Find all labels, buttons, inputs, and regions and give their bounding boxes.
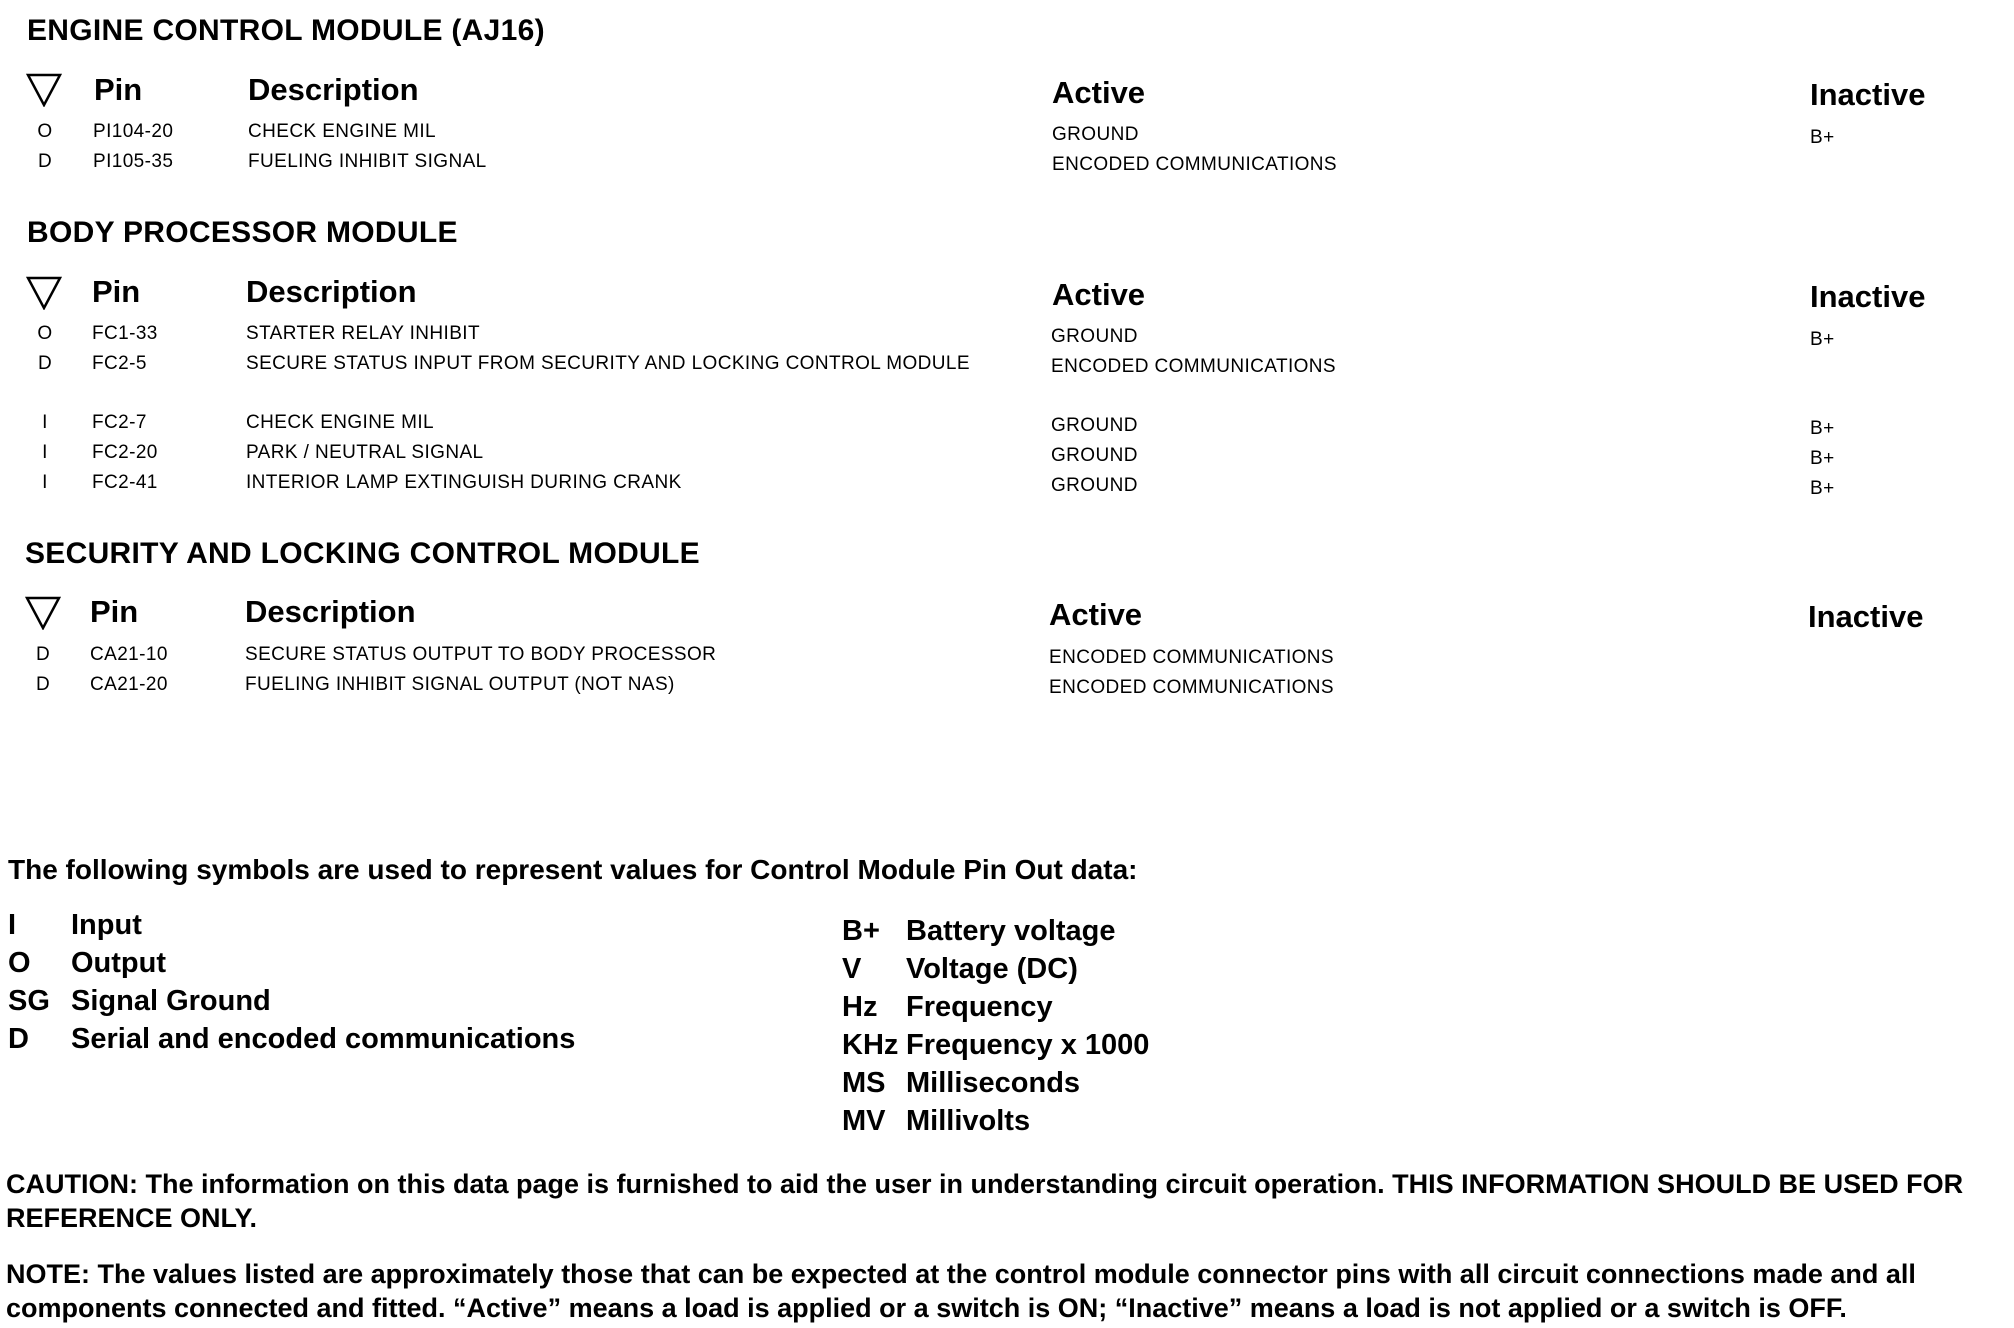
legend-key: D [8, 1023, 29, 1055]
io-type: O [37, 121, 53, 142]
io-type: D [35, 644, 51, 665]
inactive-value: B+ [1810, 478, 1835, 499]
active-value: ENCODED COMMUNICATIONS [1049, 677, 1335, 698]
legend-key: Hz [842, 991, 878, 1023]
pin-id: PI105-35 [93, 151, 174, 172]
pin-id: FC2-7 [92, 412, 147, 433]
direction-triangle-icon [26, 276, 62, 310]
active-value: ENCODED COMMUNICATIONS [1049, 647, 1335, 668]
active-value: GROUND [1051, 445, 1138, 466]
legend-key: MV [842, 1105, 886, 1137]
io-type: O [37, 323, 53, 344]
pin-id: PI104-20 [93, 121, 174, 142]
legend-value: Signal Ground [71, 985, 271, 1017]
pin-description: SECURE STATUS INPUT FROM SECURITY AND LOCKING CONTROL MODULE [246, 353, 970, 374]
inactive-value: B+ [1810, 329, 1835, 350]
pin-id: FC2-41 [92, 472, 158, 493]
active-value: ENCODED COMMUNICATIONS [1052, 154, 1338, 175]
pin-column-header: Pin [92, 274, 141, 309]
legend-key: MS [842, 1067, 886, 1099]
pin-description: FUELING INHIBIT SIGNAL OUTPUT (NOT NAS) [245, 674, 675, 695]
inactive-column-header: Inactive [1810, 77, 1926, 112]
pin-description: FUELING INHIBIT SIGNAL [248, 151, 487, 172]
pin-description: STARTER RELAY INHIBIT [246, 323, 480, 344]
note-text: NOTE: The values listed are approximately those that can be expected at the control module connector pins with all circuit connections made and all components connected and fitted. “Active” means a load is applied or a switch is ON; “Inactive” means a load is not applied or a switch is OFF. [6, 1259, 1916, 1323]
io-type: I [42, 442, 48, 463]
pin-id: CA21-10 [90, 644, 168, 665]
pin-description: CHECK ENGINE MIL [246, 412, 434, 433]
pin-column-header: Pin [90, 594, 139, 629]
description-column-header: Description [246, 274, 417, 309]
pin-id: FC2-5 [92, 353, 147, 374]
active-column-header: Active [1052, 75, 1146, 110]
inactive-value: B+ [1810, 418, 1835, 439]
pin-description: INTERIOR LAMP EXTINGUISH DURING CRANK [246, 472, 682, 493]
io-type: I [42, 472, 48, 493]
legend-value: Frequency x 1000 [906, 1029, 1150, 1061]
pin-description: CHECK ENGINE MIL [248, 121, 436, 142]
caution-text: CAUTION: The information on this data page is furnished to aid the user in understanding circuit operation. THIS INFORMATION SHOULD BE USED FOR REFERENCE ONLY. [6, 1169, 1964, 1233]
io-type: I [42, 412, 48, 433]
inactive-value: B+ [1810, 448, 1835, 469]
legend-key: O [8, 947, 31, 979]
io-type: D [35, 674, 51, 695]
active-value: GROUND [1052, 124, 1139, 145]
module-title: SECURITY AND LOCKING CONTROL MODULE [25, 537, 700, 570]
direction-triangle-icon [25, 596, 61, 630]
active-column-header: Active [1049, 597, 1143, 632]
inactive-column-header: Inactive [1808, 599, 1924, 634]
legend-value: Input [71, 909, 142, 941]
inactive-column-header: Inactive [1810, 279, 1926, 314]
active-column-header: Active [1052, 277, 1146, 312]
legend-key: V [842, 953, 862, 985]
io-type: D [37, 353, 53, 374]
legend-value: Voltage (DC) [906, 953, 1078, 985]
pin-description: PARK / NEUTRAL SIGNAL [246, 442, 484, 463]
legend-value: Serial and encoded communications [71, 1023, 576, 1055]
inactive-value: B+ [1810, 127, 1835, 148]
legend-key: B+ [842, 915, 880, 947]
legend-intro: The following symbols are used to represent values for Control Module Pin Out data: [8, 854, 1138, 885]
legend-value: Battery voltage [906, 915, 1116, 947]
active-value: ENCODED COMMUNICATIONS [1051, 356, 1337, 377]
pin-id: CA21-20 [90, 674, 168, 695]
module-title: BODY PROCESSOR MODULE [27, 216, 458, 249]
description-column-header: Description [248, 72, 419, 107]
direction-triangle-icon [26, 73, 62, 107]
legend-key: SG [8, 985, 50, 1017]
io-type: D [37, 151, 53, 172]
legend-value: Output [71, 947, 167, 979]
legend-value: Millivolts [906, 1105, 1031, 1137]
module-title: ENGINE CONTROL MODULE (AJ16) [27, 14, 545, 47]
legend-value: Frequency [906, 991, 1053, 1023]
legend-value: Milliseconds [906, 1067, 1081, 1099]
pin-column-header: Pin [94, 72, 143, 107]
pin-id: FC1-33 [92, 323, 158, 344]
active-value: GROUND [1051, 475, 1138, 496]
description-column-header: Description [245, 594, 416, 629]
active-value: GROUND [1051, 415, 1138, 436]
pin-id: FC2-20 [92, 442, 158, 463]
active-value: GROUND [1051, 326, 1138, 347]
pin-description: SECURE STATUS OUTPUT TO BODY PROCESSOR [245, 644, 717, 665]
legend-key: I [8, 909, 17, 941]
legend-key: KHz [842, 1029, 899, 1061]
